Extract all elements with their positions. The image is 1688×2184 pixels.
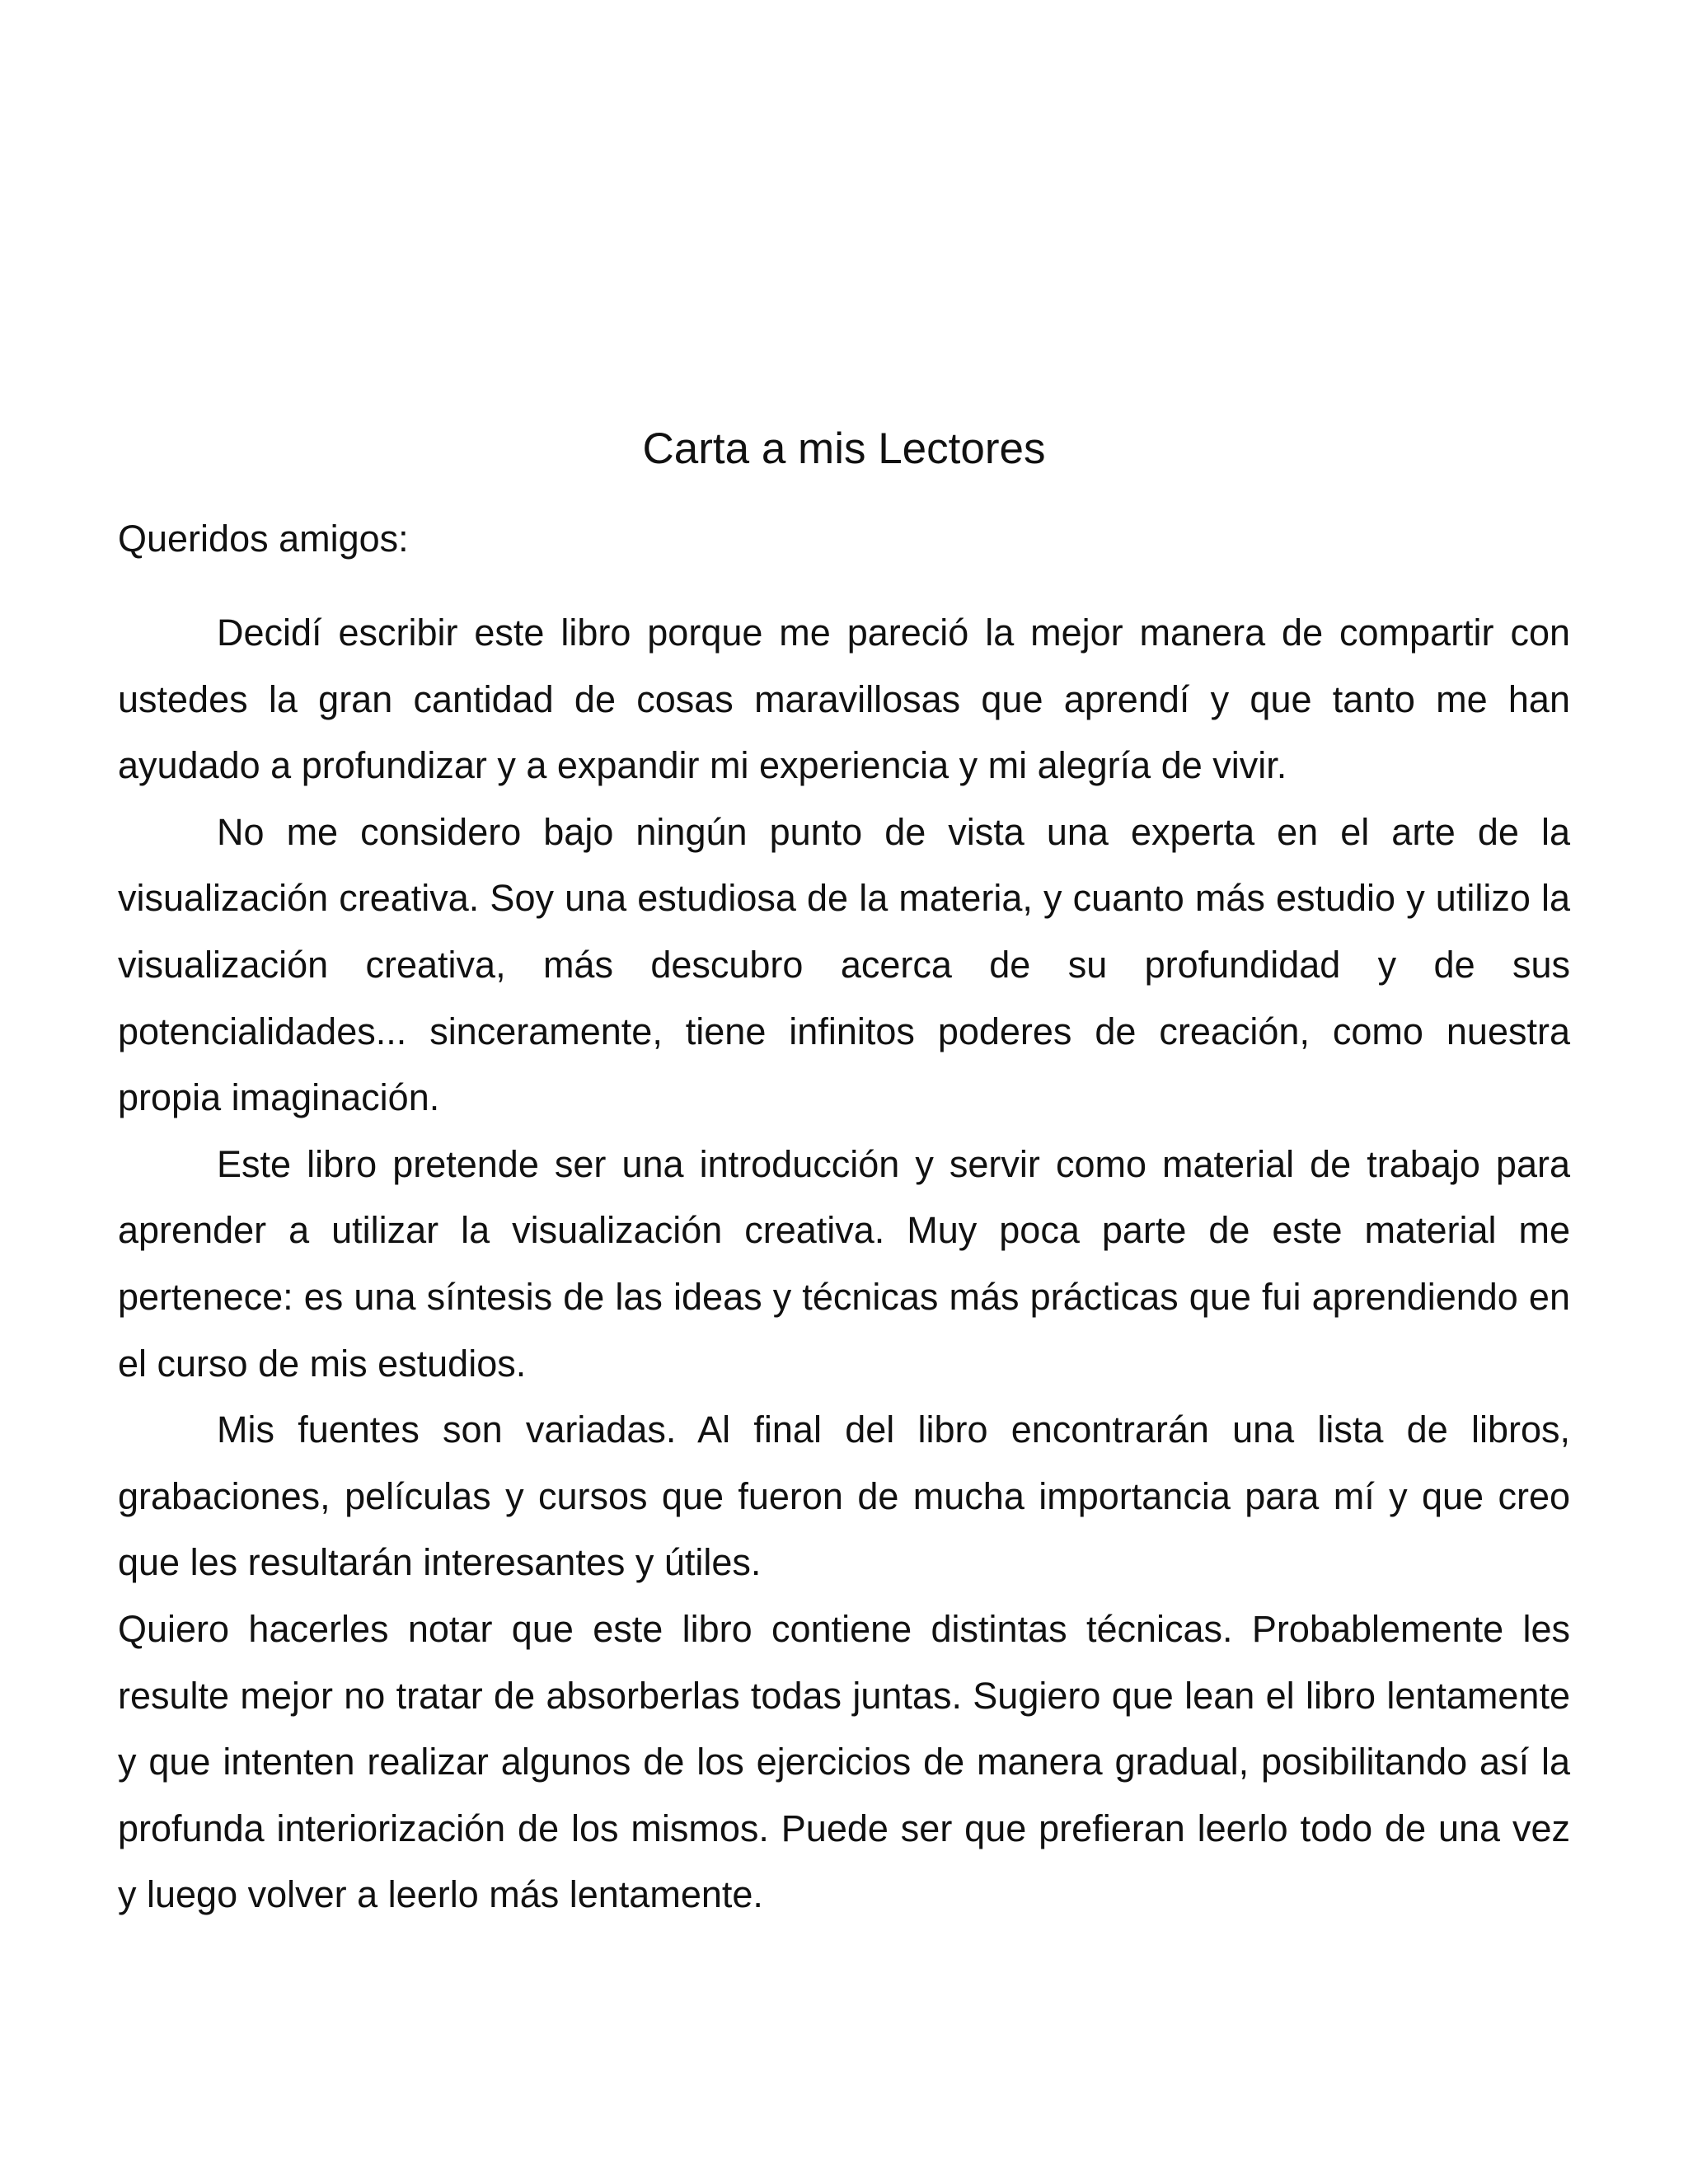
letter-body — [118, 600, 1570, 1929]
paragraph-3: Este libro pretende ser una introducción y servir como material de trabajo para aprender a utilizar la visualización creativa. Muy poca parte de este material me pertenece: es una síntesis de las ideas y técnicas más prácticas que fui aprendiendo en el curso de mis estudios. — [118, 1142, 1570, 1385]
paragraph-2: No me considero bajo ningún punto de vista una experta en el arte de la visualización creativa. Soy una estudiosa de la materia, y cuanto más estudio y utilizo la visualización creativa, más descubro acerca de su profundidad y de sus potencialidades... sinceramente, tiene infinitos poderes de creación, como nuestra propia imaginación. — [118, 810, 1570, 1119]
paragraph-4: Mis fuentes son variadas. Al final del libro encontrarán una lista de libros, grabaciones, películas y cursos que fueron de mucha importancia para mí y que creo que les resultarán interesantes y útiles. — [118, 1408, 1570, 1584]
salutation: Queridos amigos: — [118, 518, 409, 560]
paragraph-5: Quiero hacerles notar que este libro contiene distintas técnicas. Probablemente les resulte mejor no tratar de absorberlas todas juntas. Sugiero que lean el libro lentamente y que intenten realizar algunos de los ejercicios de manera gradual, posibilitando así la profunda interiorización de los mismos. Puede ser que prefieran leerlo todo de una vez y luego volver a leerlo más lentamente. — [118, 1607, 1570, 1916]
page-title: Carta a mis Lectores — [642, 424, 1046, 473]
paragraph-1: Decidí escribir este libro porque me pareció la mejor manera de compartir con ustedes la gran cantidad de cosas maravillosas que aprendí y que tanto me han ayudado a profundizar y a expandir mi experiencia y mi alegría de vivir. — [118, 612, 1570, 787]
